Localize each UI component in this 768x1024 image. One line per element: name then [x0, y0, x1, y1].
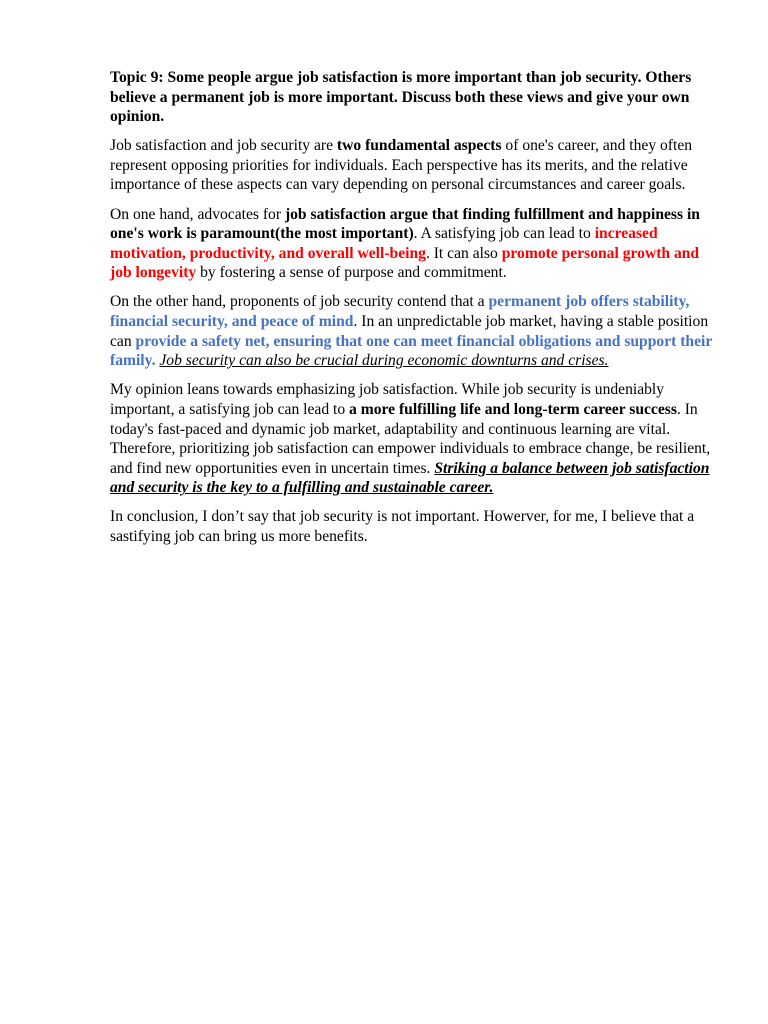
document-page — [110, 68, 716, 556]
body1-text: . It can also — [425, 244, 502, 262]
opinion-text: . In today's fast-paced and dynamic job market, adaptability and continuous learning are vital. Therefore, prioritizing job satisfaction can empower individuals to embrace change, be resilient, and find new opportunities even in uncertain times. — [110, 400, 711, 477]
body1-bold-phrase: job satisfaction argue that finding fulfillment and happiness in one's work is paramount(the most important) — [110, 205, 700, 243]
body2-italic-underlined: Job security can also be crucial during economic downturns and crises. — [159, 352, 609, 370]
body1-red-highlight: increased motivation, productivity, and overall well-being — [110, 225, 658, 262]
intro-bold-phrase: two fundamental aspects — [336, 137, 502, 155]
body-paragraph-security — [110, 292, 716, 370]
opinion-text: My opinion leans towards emphasizing job satisfaction. While job security is undeniably important, a satisfying job can lead to — [110, 381, 665, 418]
conclusion-paragraph: In conclusion, I don’t say that job security is not important. Howerver, for me, I believe that a sastifying job can bring us more benefits. — [110, 508, 695, 545]
intro-text: Job satisfaction and job security are — [110, 137, 337, 155]
intro-text: of one's career, and they often represent opposing priorities for individuals. Each perspective has its merits, and the relative importance of these aspects can vary depending on personal circumstances and career goals. — [110, 137, 693, 194]
opinion-paragraph — [110, 380, 716, 498]
body2-blue-highlight: permanent job offers stability, financial security, and peace of mind — [110, 293, 690, 331]
body1-text: On one hand, advocates for — [110, 205, 285, 223]
body-paragraph-satisfaction — [110, 205, 716, 283]
essay-topic: Topic 9: Some people argue job satisfaction is more important than job security. Others believe a permanent job is more important. Discuss both these views and give your own opinion. — [110, 69, 692, 126]
body2-blue-highlight: provide a safety net, ensuring that one can meet financial obligations and support their family. — [110, 332, 712, 370]
body1-text: by fostering a sense of purpose and commitment. — [196, 264, 507, 282]
body1-red-highlight: promote personal growth and job longevity — [110, 244, 700, 282]
body2-text: On the other hand, proponents of job security contend that a — [110, 293, 489, 311]
opinion-key-sentence: Striking a balance between job satisfaction and security is the key to a fulfilling and sustainable career. — [110, 459, 710, 497]
opinion-bold-phrase: a more fulfilling life and long-term career success — [349, 400, 677, 418]
body2-text: . In an unpredictable job market, having a stable position can — [110, 313, 709, 350]
intro-paragraph — [110, 136, 716, 195]
body1-text: . A satisfying job can lead to — [413, 225, 595, 243]
